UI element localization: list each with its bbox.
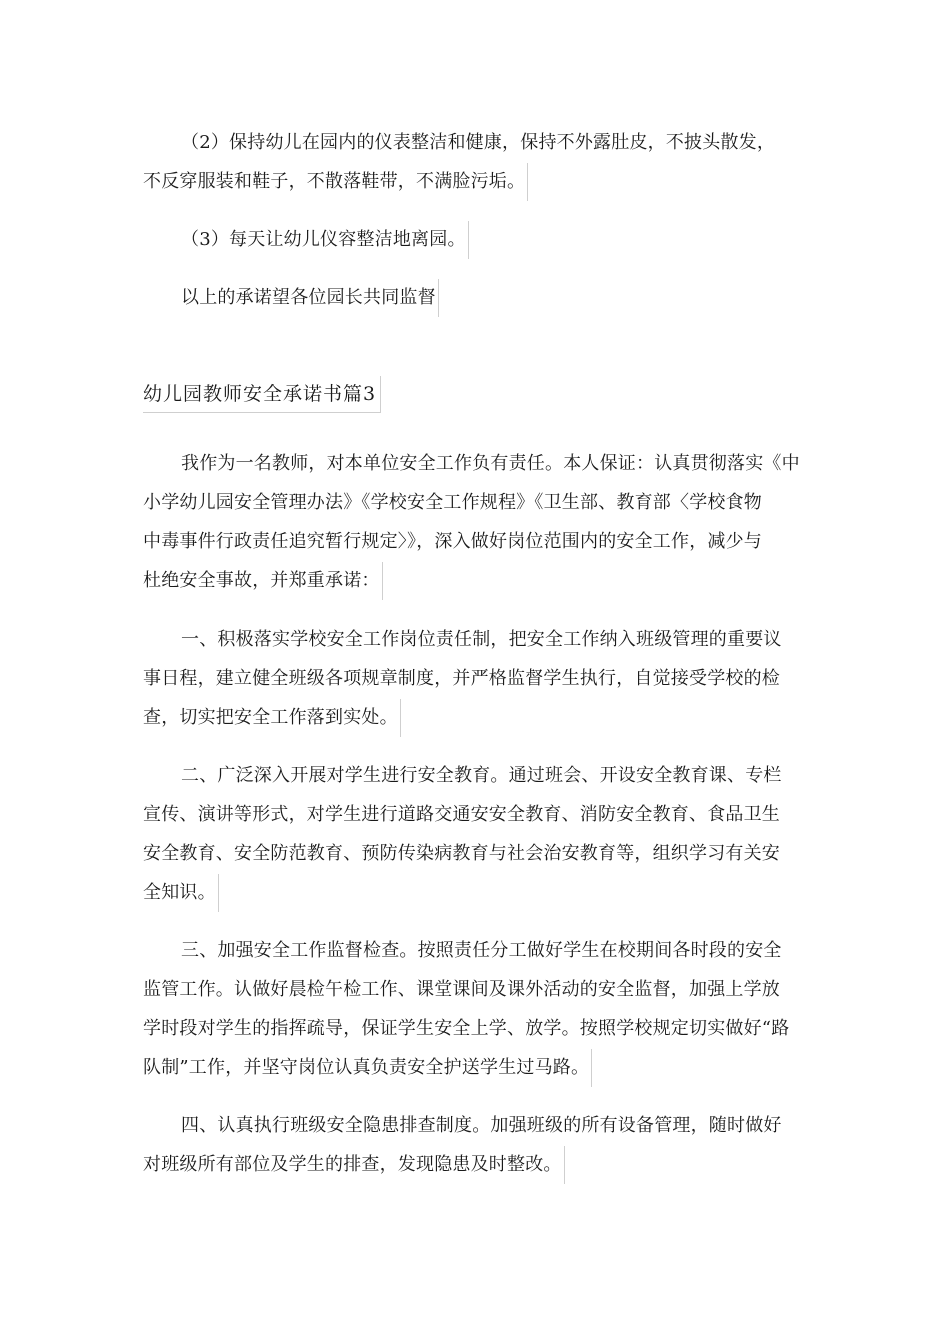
text-line [143,698,807,737]
paragraph-item-one [143,620,807,737]
text-line [143,483,807,522]
text-line-content: 四、认真执行班级安全隐患排查制度。加强班级的所有设备管理，随时做好 [143,1107,807,1145]
text-line [143,522,807,561]
paragraph-item-four [143,1106,807,1184]
text-line-content: 不反穿服装和鞋子，不散落鞋带，不满脸污垢。 [143,163,528,201]
paragraph-item-three [143,931,807,1087]
text-line-content: 小学幼儿园安全管理办法》《学校安全工作规程》《卫生部、教育部〈学校食物 [143,484,807,522]
text-line-content: 全知识。 [143,874,219,912]
text-line [143,278,807,317]
text-line-content: 事日程，建立健全班级各项规章制度，并严格监督学生执行，自觉接受学校的检 [143,660,807,698]
text-line-content: 中毒事件行政责任追究暂行规定〉》，深入做好岗位范围内的安全工作，减少与 [143,523,807,561]
text-line [143,123,807,162]
text-line-content: 我作为一名教师，对本单位安全工作负有责任。本人保证：认真贯彻落实《中 [143,445,807,483]
section-title [143,376,381,413]
text-line [143,1106,807,1145]
text-line [143,1009,807,1048]
text-line [143,931,807,970]
text-line-content: 查，切实把安全工作落到实处。 [143,699,401,737]
text-line-content: 监管工作。认做好晨检午检工作、课堂课间及课外活动的安全监督，加强上学放 [143,971,807,1009]
text-line-content: 队制”工作，并坚守岗位认真负责安全护送学生过马路。 [143,1049,592,1087]
text-line-content: 对班级所有部位及学生的排查，发现隐患及时整改。 [143,1146,565,1184]
paragraph-item-2 [143,123,807,201]
paragraph-item-two [143,756,807,912]
text-line [143,220,807,259]
text-line [143,756,807,795]
paragraph-item-3 [143,220,807,259]
text-line [143,659,807,698]
text-line-content: （2）保持幼儿在园内的仪表整洁和健康，保持不外露肚皮，不披头散发， [143,124,807,162]
text-line-content: 二、广泛深入开展对学生进行安全教育。通过班会、开设安全教育课、专栏 [143,757,807,795]
text-line-content: 以上的承诺望各位园长共同监督 [143,279,439,317]
text-line-content: 学时段对学生的指挥疏导，保证学生安全上学、放学。按照学校规定切实做好“路 [143,1010,807,1048]
text-line [143,970,807,1009]
text-line [143,1048,807,1087]
text-line-content: 一、积极落实学校安全工作岗位责任制，把安全工作纳入班级管理的重要议 [143,621,807,659]
paragraph-closing [143,278,807,317]
section-title-text: 幼儿园教师安全承诺书篇3 [143,376,381,413]
text-line [143,561,807,600]
text-line-content: （3）每天让幼儿仪容整洁地离园。 [143,221,469,259]
text-line [143,795,807,834]
text-line-content: 三、加强安全工作监督检查。按照责任分工做好学生在校期间各时段的安全 [143,932,807,970]
text-line-content: 安全教育、安全防范教育、预防传染病教育与社会治安教育等，组织学习有关安 [143,835,807,873]
text-line [143,444,807,483]
text-line-content: 杜绝安全事故，并郑重承诺： [143,562,383,600]
text-line [143,162,807,201]
text-line [143,620,807,659]
text-line [143,834,807,873]
text-line [143,873,807,912]
text-line-content: 宣传、演讲等形式，对学生进行道路交通安安全教育、消防安全教育、食品卫生 [143,796,807,834]
paragraph-intro [143,444,807,600]
text-line [143,1145,807,1184]
